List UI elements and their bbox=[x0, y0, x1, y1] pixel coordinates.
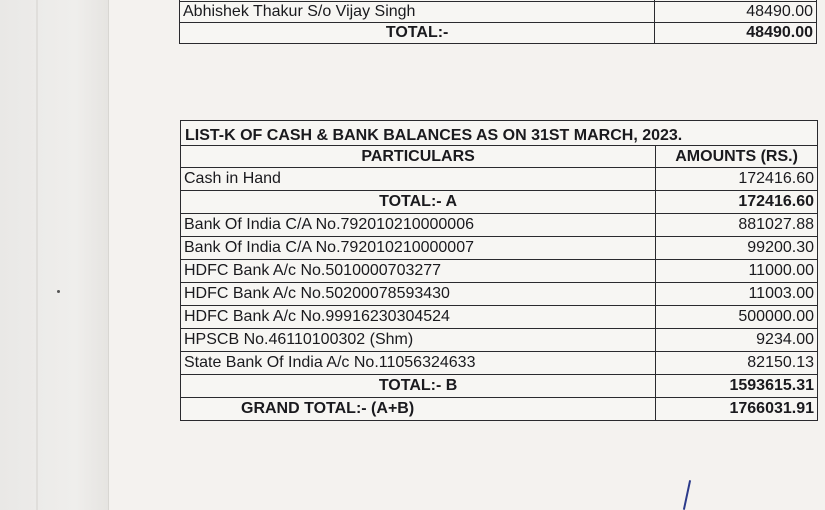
total-a-label: TOTAL:- A bbox=[181, 191, 656, 214]
grand-total-label: GRAND TOTAL:- (A+B) bbox=[181, 398, 656, 421]
particulars-cell: Bank Of India C/A No.792010210000007 bbox=[181, 237, 656, 260]
amount-cell: 48490.00 bbox=[655, 2, 817, 23]
grand-total-row bbox=[181, 398, 818, 421]
total-label: TOTAL:- bbox=[180, 23, 655, 44]
table-row bbox=[181, 306, 818, 329]
previous-list-total-row bbox=[180, 23, 817, 44]
column-header-particulars: PARTICULARS bbox=[181, 146, 656, 168]
particulars-cell: Cash in Hand bbox=[181, 168, 656, 191]
list-k-title: LIST-K OF CASH & BANK BALANCES AS ON 31ST MARCH, 2023. bbox=[181, 121, 818, 146]
table-row bbox=[181, 237, 818, 260]
list-k-title-row bbox=[181, 121, 818, 146]
amount-cell: 500000.00 bbox=[656, 306, 818, 329]
amount-cell: 82150.13 bbox=[656, 352, 818, 375]
column-header-amounts: AMOUNTS (RS.) bbox=[656, 146, 818, 168]
table-row bbox=[181, 260, 818, 283]
page-binding-line bbox=[36, 0, 38, 510]
particulars-cell: HDFC Bank A/c No.50200078593430 bbox=[181, 283, 656, 306]
amount-cell: 172416.60 bbox=[656, 168, 818, 191]
amount-cell: 99200.30 bbox=[656, 237, 818, 260]
table-row bbox=[180, 2, 817, 23]
total-b-label: TOTAL:- B bbox=[181, 375, 656, 398]
particulars-cell: HDFC Bank A/c No.99916230304524 bbox=[181, 306, 656, 329]
ink-dot bbox=[57, 290, 60, 293]
particulars-cell: HPSCB No.46110100302 (Shm) bbox=[181, 329, 656, 352]
list-k-table bbox=[180, 120, 818, 421]
amount-cell: 881027.88 bbox=[656, 214, 818, 237]
particulars-cell: Bank Of India C/A No.792010210000006 bbox=[181, 214, 656, 237]
total-a-row bbox=[181, 191, 818, 214]
particulars-cell: State Bank Of India A/c No.11056324633 bbox=[181, 352, 656, 375]
amount-cell: 11003.00 bbox=[656, 283, 818, 306]
amount-cell: 11000.00 bbox=[656, 260, 818, 283]
table-row bbox=[181, 214, 818, 237]
particulars-cell: Abhishek Thakur S/o Vijay Singh bbox=[180, 2, 655, 23]
previous-list-table bbox=[179, 0, 817, 44]
page-left-margin bbox=[0, 0, 109, 510]
table-row bbox=[181, 352, 818, 375]
total-b-amount: 1593615.31 bbox=[656, 375, 818, 398]
total-a-amount: 172416.60 bbox=[656, 191, 818, 214]
table-row bbox=[181, 168, 818, 191]
amount-cell: 9234.00 bbox=[656, 329, 818, 352]
list-k-header-row bbox=[181, 146, 818, 168]
pen-stroke-mark bbox=[683, 480, 691, 510]
total-amount: 48490.00 bbox=[655, 23, 817, 44]
table-row bbox=[181, 329, 818, 352]
particulars-cell: HDFC Bank A/c No.5010000703277 bbox=[181, 260, 656, 283]
table-row bbox=[181, 283, 818, 306]
grand-total-amount: 1766031.91 bbox=[656, 398, 818, 421]
total-b-row bbox=[181, 375, 818, 398]
